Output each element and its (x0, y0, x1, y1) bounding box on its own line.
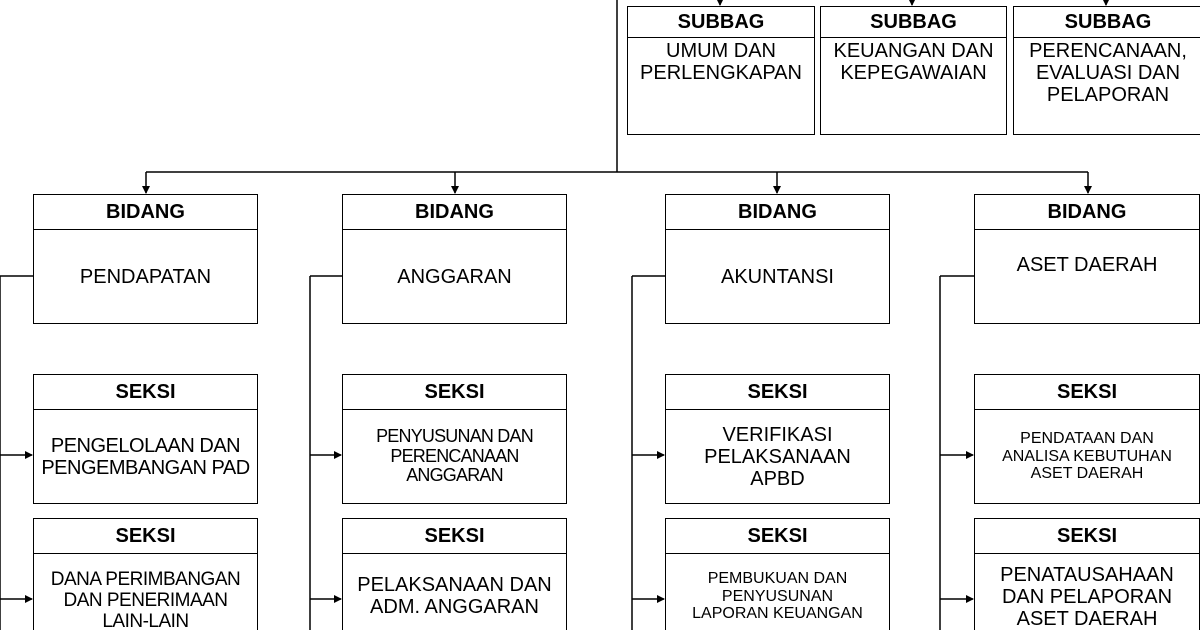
bidang-head: BIDANG (975, 195, 1199, 230)
seksi-box-penyusunan-anggaran (342, 374, 567, 504)
seksi-title: PENDATAAN DAN ANALISA KEBUTUHAN ASET DAERAH (1002, 430, 1172, 483)
bidang-box-akuntansi (665, 194, 890, 324)
subbag-box-keuangan (820, 6, 1007, 135)
bidang-box-anggaran (342, 194, 567, 324)
seksi-title: PEMBUKUAN DAN PENYUSUNAN LAPORAN KEUANGAN (692, 570, 863, 623)
seksi-box-dana-perimbangan (33, 518, 258, 630)
subbag-title: KEUANGAN DAN KEPEGAWAIAN (833, 40, 994, 84)
seksi-box-penatausahaan-aset (974, 518, 1200, 630)
seksi-head: SEKSI (666, 375, 889, 410)
subbag-head: SUBBAG (821, 7, 1006, 38)
seksi-box-verifikasi-apbd (665, 374, 890, 504)
subbag-box-umum (627, 6, 815, 135)
seksi-head: SEKSI (975, 519, 1199, 554)
bidang-head: BIDANG (343, 195, 566, 230)
subbag-head: SUBBAG (628, 7, 814, 38)
seksi-head: SEKSI (666, 519, 889, 554)
subbag-title: PERENCANAAN, EVALUASI DAN PELAPORAN (1029, 40, 1187, 106)
bidang-title: PENDAPATAN (79, 265, 212, 288)
bidang-box-pendapatan (33, 194, 258, 324)
seksi-head: SEKSI (975, 375, 1199, 410)
seksi-box-pembukuan (665, 518, 890, 630)
bidang-title: ASET DAERAH (1016, 254, 1158, 276)
bidang-head: BIDANG (666, 195, 889, 230)
seksi-title: PENGELOLAAN DAN PENGEMBANGAN PAD (41, 434, 250, 479)
seksi-title: PENYUSUNAN DAN PERENCANAAN ANGGARAN (376, 425, 533, 486)
seksi-title: PENATAUSAHAAN DAN PELAPORAN ASET DAERAH (1000, 564, 1174, 630)
seksi-title: VERIFIKASI PELAKSANAAN APBD (704, 423, 851, 490)
seksi-box-pelaksanaan-anggaran (342, 518, 567, 630)
seksi-title: PELAKSANAAN DAN ADM. ANGGARAN (357, 574, 552, 618)
seksi-head: SEKSI (343, 519, 566, 554)
seksi-title: DANA PERIMBANGAN DAN PENERIMAAN LAIN-LAIN (50, 569, 241, 630)
bidang-box-aset-daerah (974, 194, 1200, 324)
subbag-title: UMUM DAN PERLENGKAPAN (640, 40, 802, 84)
subbag-box-perencanaan (1013, 6, 1200, 135)
seksi-box-pengelolaan-pad (33, 374, 258, 504)
seksi-head: SEKSI (34, 375, 257, 410)
seksi-box-pendataan-aset (974, 374, 1200, 504)
subbag-head: SUBBAG (1014, 7, 1200, 38)
seksi-head: SEKSI (34, 519, 257, 554)
bidang-head: BIDANG (34, 195, 257, 230)
bidang-title: AKUNTANSI (721, 265, 834, 288)
bidang-title: ANGGARAN (397, 265, 512, 288)
seksi-head: SEKSI (343, 375, 566, 410)
